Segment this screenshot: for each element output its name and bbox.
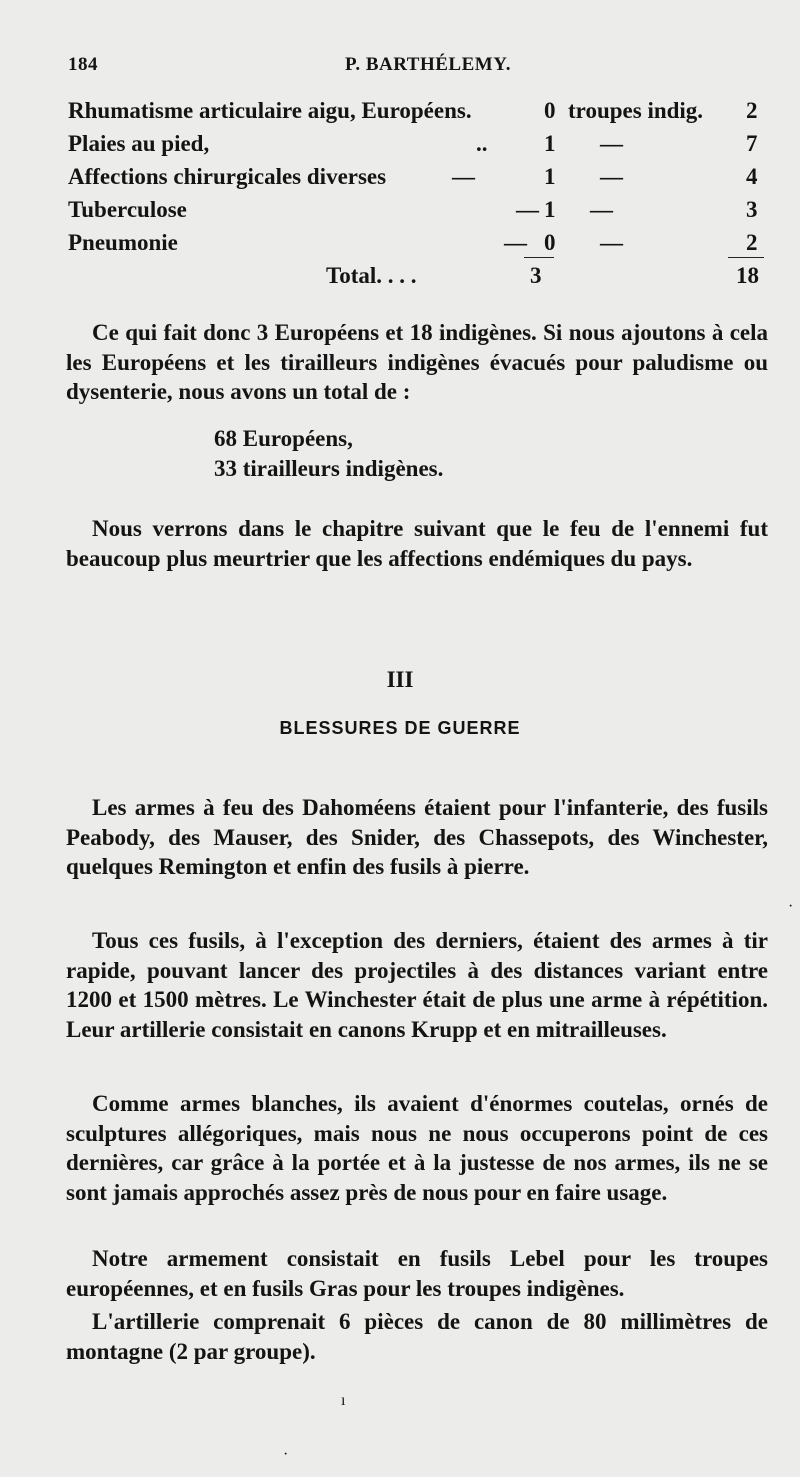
indigenous-count: 2 <box>746 230 758 255</box>
indigenous-count: 3 <box>746 197 758 222</box>
row-label: Pneumonie <box>68 230 178 255</box>
ink-speck: · <box>283 1446 289 1463</box>
summary-list <box>214 424 443 483</box>
table-total-row <box>68 263 764 295</box>
ink-speck: ı <box>341 1392 346 1409</box>
table-row <box>68 98 764 130</box>
running-title: P. BARTHÉLEMY. <box>345 54 511 75</box>
sum-rule <box>524 257 554 258</box>
indigenous-count: 7 <box>746 131 758 156</box>
ditto-mark: .. <box>476 131 488 156</box>
summary-europeans: 68 Européens, <box>214 426 353 451</box>
paragraph: Les armes à feu des Dahoméens étaient pour l'infanterie, des fusils Peabody, des Mauser, des Snider, des Chassepots, des Winchester, quelques Remington et enfin des fusils à pierre. <box>66 795 768 879</box>
sum-rule <box>728 257 764 258</box>
indigenous-count: 4 <box>746 164 758 189</box>
page-number: 184 <box>68 54 98 75</box>
european-count: 1 <box>544 164 556 189</box>
paragraph: L'artillerie comprenait 6 pièces de canon de 80 millimètres de montagne (2 par groupe). <box>66 1309 768 1364</box>
table-row <box>68 131 764 163</box>
paragraph: Tous ces fusils, à l'exception des derniers, étaient des armes à tir rapide, pouvant lancer des projectiles à des distances variant entre 1200 et 1500 mètres. Le Winchester était de plus une arme à répétition. Leur artillerie consistait en canons Krupp et en mitrailleuses. <box>66 928 768 1042</box>
european-count: 0 <box>544 98 556 123</box>
ditto-mark: — <box>452 164 475 189</box>
european-count: 1 <box>544 131 556 156</box>
european-count: 1 <box>544 197 556 222</box>
table-row <box>68 230 764 262</box>
european-count: 0 <box>544 230 556 255</box>
ditto-mark: — <box>600 164 623 189</box>
indigenous-count: 2 <box>746 98 758 123</box>
paragraph: Notre armement consistait en fusils Lebel pour les troupes européennes, et en fusils Gras pour les troupes indigènes. <box>66 1246 768 1301</box>
row-label: Affections chirurgicales diverses <box>68 164 387 189</box>
paragraph: Comme armes blanches, ils avaient d'énormes coutelas, ornés de sculptures allégoriques, mais nous ne nous occuperons point de ces dernières, car grâce à la portée et à la justesse de nos armes, ils ne se sont jamais approchés assez près de nous pour en faire usage. <box>66 1091 768 1205</box>
row-label: Plaies au pied, <box>68 131 210 156</box>
table-row <box>68 164 764 196</box>
ditto-mark: — <box>600 131 623 156</box>
total-european: 3 <box>530 263 542 288</box>
total-indigenous: 18 <box>736 263 759 288</box>
paragraph: Ce qui fait donc 3 Européens et 18 indigènes. Si nous ajoutons à cela les Européens et les tirailleurs indigènes évacués pour paludisme ou dysenterie, nous avons un total de : <box>66 320 768 404</box>
row-label: Rhumatisme articulaire aigu, Européens. <box>68 98 472 123</box>
paragraph: Nous verrons dans le chapitre suivant que le feu de l'ennemi fut beaucoup plus meurtrier que les affections endémiques du pays. <box>66 516 768 571</box>
ditto-mark: — <box>504 230 527 255</box>
table-row <box>68 197 764 229</box>
indigenous-label: troupes indig. <box>568 98 704 123</box>
section-title: BLESSURES DE GUERRE <box>279 718 521 738</box>
row-label: Tuberculose <box>68 197 187 222</box>
ditto-mark: — <box>600 230 623 255</box>
ditto-mark: — <box>516 197 539 222</box>
ink-speck: · <box>788 898 794 915</box>
section-number: III <box>386 667 414 692</box>
total-label: Total. . . . <box>326 263 417 288</box>
ditto-mark: — <box>590 197 613 222</box>
summary-indigenous: 33 tirailleurs indigènes. <box>214 455 444 481</box>
